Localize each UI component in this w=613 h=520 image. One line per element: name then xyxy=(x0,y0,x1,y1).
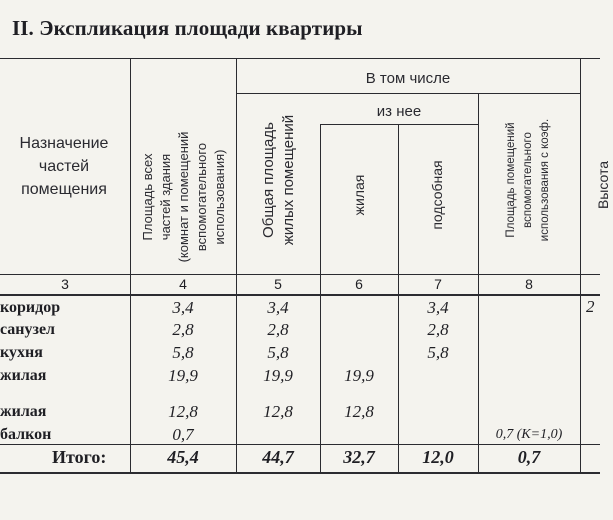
totals-top-border xyxy=(0,444,600,445)
page-title: II. Экспликация площади квартиры xyxy=(12,16,363,40)
total-aux-coef: 0,7 xyxy=(517,447,541,467)
col-number: 8 xyxy=(525,276,533,292)
cell-auxiliary: 3,4 xyxy=(427,298,449,317)
header-purpose xyxy=(0,132,128,201)
header-auxiliary: подсобная xyxy=(429,160,445,230)
header-line: вспомогательного xyxy=(194,142,209,252)
total-living: 32,7 xyxy=(343,447,375,467)
col-number: 6 xyxy=(355,276,363,292)
room-name: кухня xyxy=(0,344,43,361)
room-name: жилая xyxy=(0,367,47,384)
col-number: 3 xyxy=(61,276,69,292)
header-living: жилая xyxy=(351,174,367,216)
header-total-area-all xyxy=(137,107,227,287)
of-which-divider xyxy=(320,124,478,125)
column-numbers-bottom-border xyxy=(0,294,600,296)
col-number: 7 xyxy=(434,276,442,292)
room-name: санузел xyxy=(0,321,56,338)
header-line: использования с коэф. xyxy=(539,118,551,242)
header-line: использования) xyxy=(212,149,227,245)
table-top-border xyxy=(0,58,600,59)
header-line: Площадь помещений xyxy=(505,122,517,238)
total-area-all: 45,4 xyxy=(167,447,199,467)
totals-bottom-border xyxy=(0,472,600,474)
cell-aux-coef: 0,7 (К=1,0) xyxy=(495,427,563,442)
col-divider-6 xyxy=(580,58,581,472)
totals-label: Итого: xyxy=(52,447,107,467)
cell-total-area: 19,9 xyxy=(168,366,198,385)
cell-living-area-total: 19,9 xyxy=(263,366,293,385)
cell-total-area: 2,8 xyxy=(172,320,194,339)
col-number: 4 xyxy=(179,276,187,292)
header-purpose-line: Назначение xyxy=(19,135,109,152)
header-including: В том числе xyxy=(365,70,451,87)
cell-total-area: 12,8 xyxy=(168,402,198,421)
cell-living-area-total: 5,8 xyxy=(267,343,289,362)
cell-living-area-total: 2,8 xyxy=(267,320,289,339)
header-line: жилых помещений xyxy=(280,114,297,246)
room-name: жилая xyxy=(0,403,47,420)
cell-auxiliary: 5,8 xyxy=(427,343,449,362)
cell-living-area-total: 3,4 xyxy=(267,298,289,317)
total-living-area: 44,7 xyxy=(262,447,294,467)
header-line: частей здания xyxy=(158,153,173,241)
header-line: (комнат и помещений xyxy=(176,131,191,263)
header-purpose-line: помещения xyxy=(21,181,107,198)
header-aux-coef xyxy=(501,105,557,255)
cell-auxiliary: 2,8 xyxy=(427,320,449,339)
total-auxiliary: 12,0 xyxy=(422,447,454,467)
cell-living: 19,9 xyxy=(344,366,374,385)
header-line: Общая площадь xyxy=(260,122,277,238)
height-value: 2 xyxy=(586,297,595,316)
cell-total-area: 3,4 xyxy=(172,298,194,317)
cell-living: 12,8 xyxy=(344,402,374,421)
header-height: Высота xyxy=(595,160,611,210)
header-total-living xyxy=(249,110,309,250)
cell-living-area-total: 12,8 xyxy=(263,402,293,421)
cell-total-area: 0,7 xyxy=(172,425,194,444)
including-divider xyxy=(236,93,580,94)
col-number: 5 xyxy=(274,276,282,292)
header-line: вспомогательного xyxy=(522,132,534,228)
room-name: коридор xyxy=(0,299,61,316)
header-of-which: из нее xyxy=(376,103,422,120)
header-bottom-border xyxy=(0,274,600,275)
room-name: балкон xyxy=(0,426,52,443)
header-purpose-line: частей xyxy=(38,158,90,175)
cell-total-area: 5,8 xyxy=(172,343,194,362)
header-line: Площадь всех xyxy=(140,153,155,241)
